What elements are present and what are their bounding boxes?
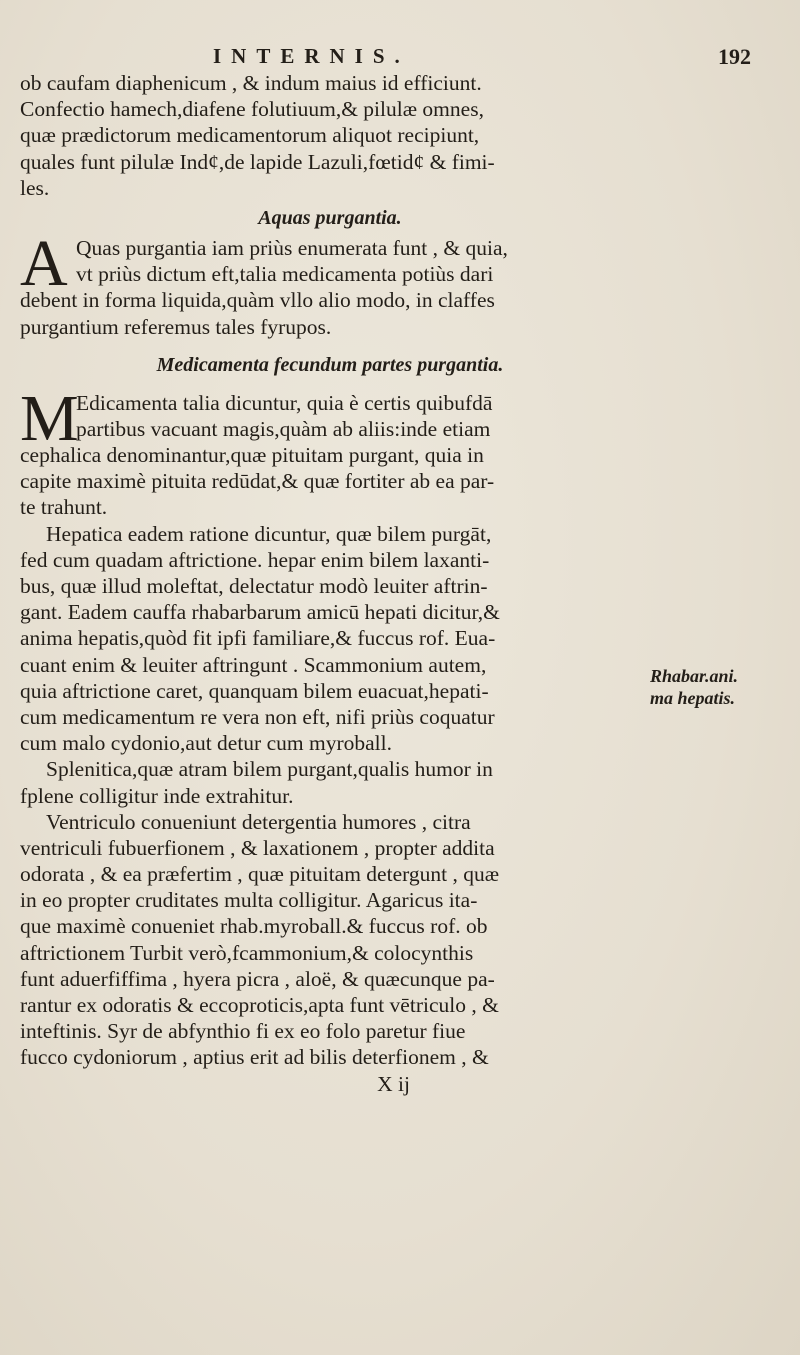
text-line: quia aftrictione caret, quanquam bilem euacuat,hepati- [20,678,489,703]
catchword: X ij [377,1071,410,1096]
text-line: odorata , & ea præfertim , quæ pituitam detergunt , quæ [20,862,500,887]
text-line: fplene colligitur inde extrahitur. [20,783,294,808]
text-line: ob caufam diaphenicum , & indum maius id efficiunt. [20,71,482,95]
text-line: Splenitica,quæ atram bilem purgant,qualis humor in [46,757,493,782]
running-head: INTERNIS. [213,44,410,68]
page-number: 192 [718,44,751,69]
margin-note-line: Rhabar.ani. [650,666,739,686]
text-line: te trahunt. [20,495,108,520]
paragraph-aquas [20,226,640,340]
text-line: Hepatica eadem ratione dicuntur, quæ bilem purgāt, [46,521,492,546]
text-line: aftrictionem Turbit verò,fcammonium,& colocynthis [20,940,474,965]
text-line: partibus vacuant magis,quàm ab aliis:inde etiam [76,416,491,441]
text-line: anima hepatis,quòd fit ipfi familiare,& fuccus rof. Eua- [20,626,496,651]
text-line: fed cum quadam aftrictione. hepar enim bilem laxanti- [20,547,490,572]
text-line: in eo propter cruditates multa colligitur. Agaricus ita- [20,888,478,913]
text-line: quæ prædictorum medicamentorum aliquot recipiunt, [20,123,480,148]
text-line: cuant enim & leuiter aftringunt . Scammonium autem, [20,652,487,677]
drop-cap-m: M [20,381,79,455]
text-line: cephalica denominantur,quæ pituitam purgant, quia in [20,443,484,468]
text-line: Ventriculo conueniunt detergentia humores , citra [46,809,471,834]
text-line: Edicamenta talia dicuntur, quia è certis quibufdā [76,390,493,415]
text-line: cum medicamentum re vera non eft, nifi priùs coquatur [20,704,495,729]
section-heading-aquas: Aquas purgantia. [258,206,402,229]
text-line: debent in forma liquida,quàm vllo alio modo, in claffes [20,288,495,313]
drop-cap-a: A [20,226,68,300]
text-line: gant. Eadem cauffa rhabarbarum amicū hepati dicitur,& [20,600,500,625]
text-line: capite maximè pituita redūdat,& quæ fortiter ab ea par- [20,469,495,494]
text-line: Quas purgantia iam priùs enumerata funt , & quia, [76,235,508,260]
text-line: cum malo cydonio,aut detur cum myroball. [20,731,392,756]
text-line: purgantium referemus tales fyrupos. [20,314,332,339]
paragraph-intro [20,70,640,201]
text-line: fucco cydoniorum , aptius erit ad bilis deterfionem , & [20,1045,489,1070]
text-line: ventriculi fubuerfionem , & laxationem , propter addita [20,835,495,860]
paragraph-medicamenta [20,381,640,1071]
text-line: les. [20,175,50,200]
section-heading-medicamenta: Medicamenta fecundum partes purgantia. [156,353,504,376]
text-line: rantur ex odoratis & eccoproticis,apta funt vētriculo , & [20,993,499,1017]
text-line: que maximè conueniet rhab.myroball.& fuccus rof. ob [20,914,488,939]
text-line: inteftinis. Syr de abfynthio fi ex eo folo paretur fiue [20,1019,466,1044]
text-line: bus, quæ illud moleftat, delectatur modò leuiter aftrin- [20,574,488,598]
text-line: quales funt pilulæ Ind¢,de lapide Lazuli,fœtid¢ & fimi- [20,149,495,174]
body-text [20,70,640,1097]
margin-note [650,665,800,709]
text-line: Confectio hamech,diafene folutiuum,& pilulæ omnes, [20,97,484,122]
text-line: vt priùs dictum eft,talia medicamenta potiùs dari [76,262,494,287]
margin-note-line: ma hepatis. [650,688,736,708]
text-line: funt aduerfiffima , hyera picra , aloë, & quæcunque pa- [20,966,495,991]
